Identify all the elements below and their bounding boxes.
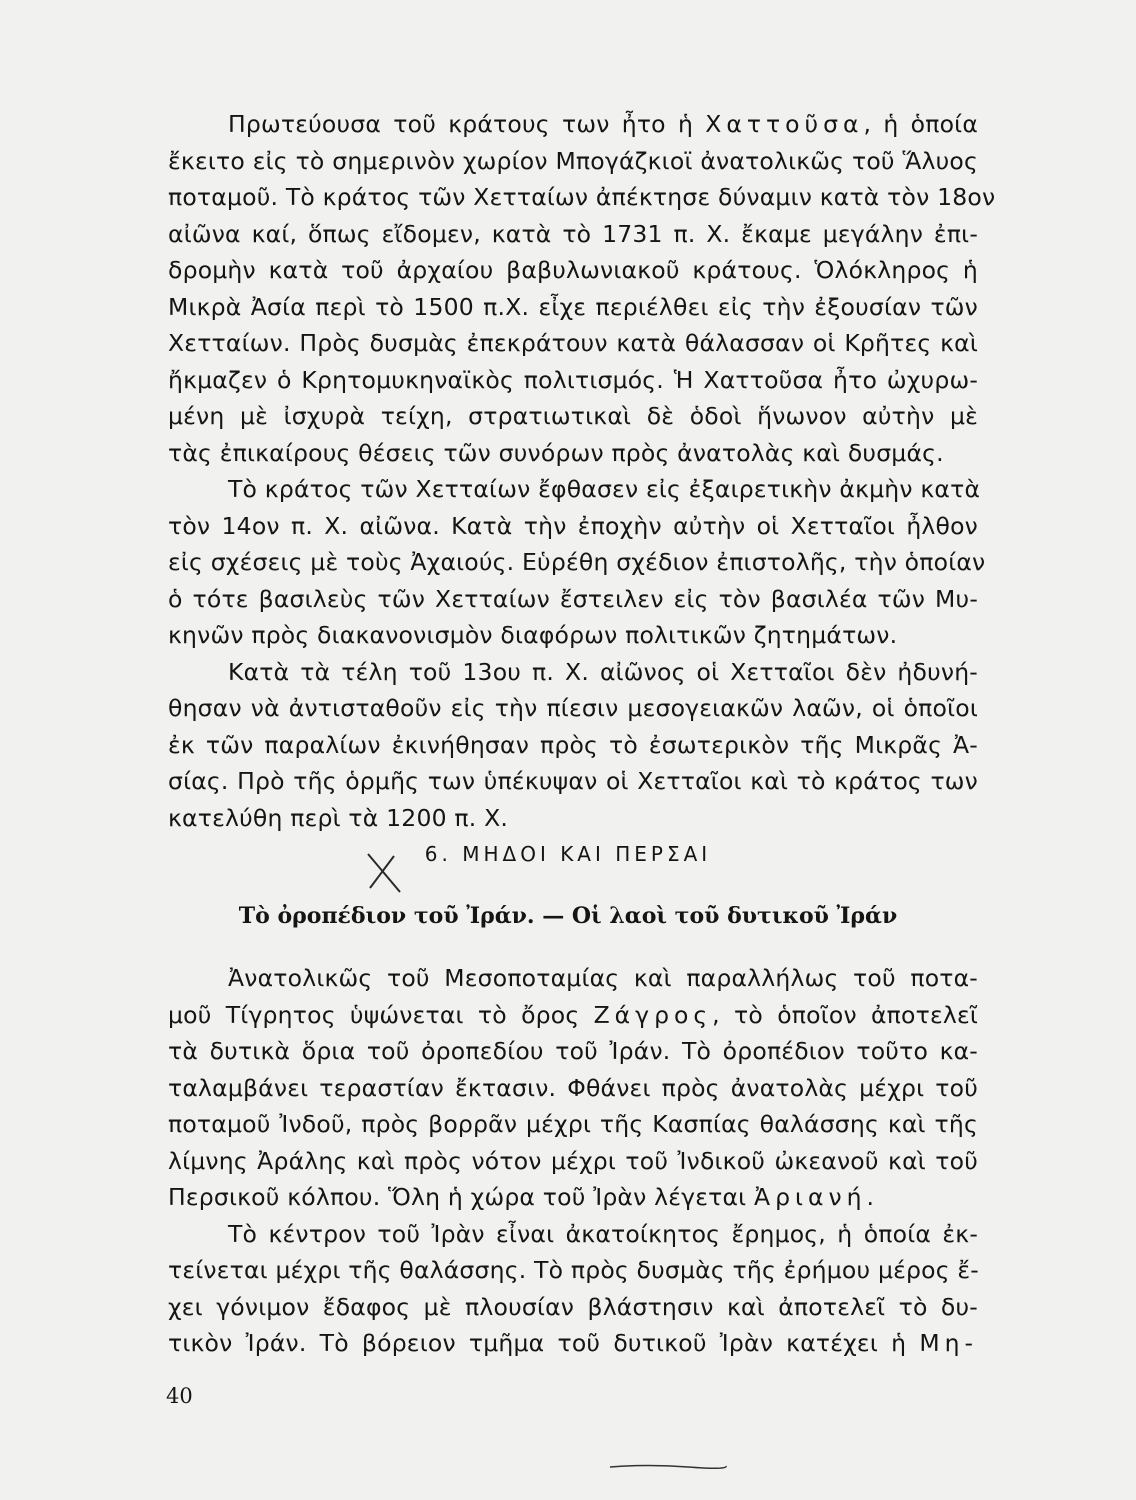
spaced-word: Ζάγρος [593,1000,713,1029]
text-line: χει γόνιμον ἔδαφος μὲ πλουσίαν βλάστησιν καὶ ἀποτελεῖ τὸ δυ- [168,1292,978,1321]
page-number: 40 [166,1384,193,1408]
text-line: λίμνης Ἀράλης καὶ πρὸς νότον μέχρι τοῦ Ἰνδικοῦ ὠκεανοῦ καὶ τοῦ [168,1146,978,1175]
text-line: μοῦ Τίγρητος ὑψώνεται τὸ ὄρος Ζάγρος, τὸ ὁποῖον ἀποτελεῖ [168,1000,979,1029]
text-line: ποταμοῦ Ἰνδοῦ, πρὸς βορρᾶν μέχρι τῆς Κασπίας θαλάσσης καὶ τῆς [168,1110,978,1138]
text-line: Περσικοῦ κόλπου. Ὅλη ἡ χώρα τοῦ Ἰρὰν λέγεται Ἀριανή. [168,1183,875,1211]
text-line: τὰ δυτικὰ ὅρια τοῦ ὀροπεδίου τοῦ Ἰράν. Τὸ ὀροπέδιον τοῦτο κα- [168,1037,978,1065]
text-line: τὰς ἐπικαίρους θέσεις τῶν συνόρων πρὸς ἀνατολὰς καὶ δυσμάς. [168,438,944,467]
body-text-bottom [168,960,978,1362]
text-line: ὁ τότε βασιλεὺς τῶν Χετταίων ἔστειλεν εἰς τὸν βασιλέα τῶν Μυ- [168,584,978,613]
pencil-underline-mark [608,1462,728,1472]
text-line: τὸν 14ον π. Χ. αἰῶνα. Κατὰ τὴν ἐποχὴν αὐτὴν οἱ Χετταῖοι ἦλθον [168,511,978,540]
text-line: τείνεται μέχρι τῆς θαλάσσης. Τὸ πρὸς δυσμὰς τῆς ἐρήμου μέρος ἔ- [168,1256,979,1284]
text-line: ἔκειτο εἰς τὸ σημερινὸν χωρίον Μπογάζκιοϊ ἀνατολικῶς τοῦ Ἅλυος [168,146,978,175]
text-line: Τὸ κέντρον τοῦ Ἰρὰν εἶναι ἀκατοίκητος ἔρημος, ἡ ὁποία ἐκ- [228,1219,978,1248]
text-line: ἤκμαζεν ὁ Κρητομυκηναϊκὸς πολιτισμός. Ἡ Χαττοῦσα ἦτο ὠχυρω- [168,365,978,394]
spaced-word: Μη- [919,1329,978,1357]
text-line: Κατὰ τὰ τέλη τοῦ 13ου π. Χ. αἰῶνος οἱ Χετταῖοι δὲν ἠδυνή- [228,657,978,686]
text-line: ἐκ τῶν παραλίων ἐκινήθησαν πρὸς τὸ ἐσωτερικὸν τῆς Μικρᾶς Ἀ- [168,730,978,759]
text-line: Χετταίων. Πρὸς δυσμὰς ἐπεκράτουν κατὰ θάλασσαν οἱ Κρῆτες καὶ [168,329,978,357]
text-line: τικὸν Ἰράν. Τὸ βόρειον τμῆμα τοῦ δυτικοῦ Ἰρὰν κατέχει ἡ Μη- [168,1329,978,1357]
text-line: μένη μὲ ἰσχυρὰ τείχη, στρατιωτικαὶ δὲ ὁδοὶ ἥνωνον αὐτὴν μὲ [168,402,978,430]
text-line: κατελύθη περὶ τὰ 1200 π. Χ. [168,803,509,832]
section-heading: 6. ΜΗΔΟΙ ΚΑΙ ΠΕΡΣΑΙ [424,842,712,866]
spaced-word: Ἀριανή [754,1183,867,1211]
text-line: αἰῶνα καί, ὅπως εἴδομεν, κατὰ τὸ 1731 π. Χ. ἔκαμε μεγάλην ἐπι- [168,219,978,248]
text-line: κηνῶν πρὸς διακανονισμὸν διαφόρων πολιτικῶν ζητημάτων. [168,621,898,649]
spaced-word: Χαττοῦσα [705,110,864,138]
section-title: Τὸ ὀροπέδιον τοῦ Ἰράν. — Οἱ λαοὶ τοῦ δυτικοῦ Ἰράν [238,903,898,929]
text-line: Πρωτεύουσα τοῦ κράτους των ἦτο ἡ Χαττοῦσα, ἡ ὁποία [228,110,979,138]
text-line: δρομὴν κατὰ τοῦ ἀρχαίου βαβυλωνιακοῦ κράτους. Ὁλόκληρος ἡ [168,256,978,284]
text-line: Τὸ κράτος τῶν Χετταίων ἔφθασεν εἰς ἐξαιρετικὴν ἀκμὴν κατὰ [228,475,981,503]
body-text-top [168,106,996,836]
text-line: Μικρὰ Ἀσία περὶ τὸ 1500 π.Χ. εἶχε περιέλθει εἰς τὴν ἐξουσίαν τῶν [168,292,978,321]
text-line: Ἀνατολικῶς τοῦ Μεσοποταμίας καὶ παραλλήλως τοῦ ποτα- [228,964,978,992]
text-line: ποταμοῦ. Τὸ κράτος τῶν Χετταίων ἀπέκτησε δύναμιν κατὰ τὸν 18ον [168,183,996,211]
text-line: θησαν νὰ ἀντισταθοῦν εἰς τὴν πίεσιν μεσογειακῶν λαῶν, οἱ ὁποῖοι [168,694,978,722]
text-line: σίας. Πρὸ τῆς ὁρμῆς των ὑπέκυψαν οἱ Χετταῖοι καὶ τὸ κράτος των [168,767,978,795]
text-line: ταλαμβάνει τεραστίαν ἔκτασιν. Φθάνει πρὸς ἀνατολὰς μέχρι τοῦ [168,1073,978,1102]
text-line: εἰς σχέσεις μὲ τοὺς Ἀχαιούς. Εὑρέθη σχέδιον ἐπιστολῆς, τὴν ὁποίαν [168,548,986,576]
